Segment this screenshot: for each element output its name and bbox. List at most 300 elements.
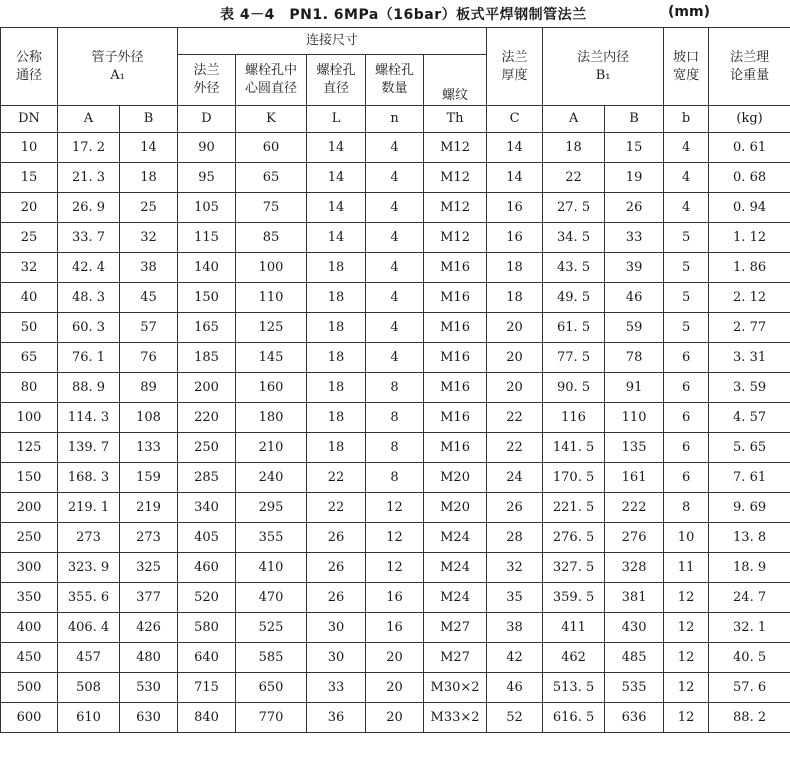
- cell-weight: 1. 86: [709, 253, 790, 283]
- cell-flange-od: 840: [178, 703, 236, 733]
- cell-weight: 0. 94: [709, 193, 790, 223]
- cell-bore-b: 46: [605, 283, 664, 313]
- cell-thickness: 18: [487, 283, 543, 313]
- cell-bolt-count: 4: [366, 313, 424, 343]
- cell-bolt-count: 8: [366, 463, 424, 493]
- cell-bore-a: 61. 5: [543, 313, 605, 343]
- cell-bevel: 12: [664, 583, 709, 613]
- cell-dn: 125: [1, 433, 58, 463]
- table-row: [1, 343, 790, 373]
- cell-thread: M20: [424, 493, 487, 523]
- cell-bore-b: 15: [605, 133, 664, 163]
- cell-weight: 88. 2: [709, 703, 790, 733]
- code-d: D: [178, 106, 236, 133]
- cell-dn: 25: [1, 223, 58, 253]
- cell-thread: M16: [424, 343, 487, 373]
- cell-flange-od: 150: [178, 283, 236, 313]
- cell-bolt-count: 4: [366, 283, 424, 313]
- cell-flange-od: 340: [178, 493, 236, 523]
- cell-pipe-od-b: 57: [120, 313, 178, 343]
- header-thread: 螺纹: [424, 55, 487, 106]
- cell-bolt-count: 20: [366, 703, 424, 733]
- cell-bore-a: 359. 5: [543, 583, 605, 613]
- cell-pipe-od-b: 108: [120, 403, 178, 433]
- cell-dn: 400: [1, 613, 58, 643]
- code-k: K: [236, 106, 307, 133]
- cell-dn: 200: [1, 493, 58, 523]
- header-bolt-circle: 螺栓孔中 心圆直径: [236, 55, 307, 106]
- cell-weight: 1. 12: [709, 223, 790, 253]
- cell-bolt-circle: 585: [236, 643, 307, 673]
- cell-dn: 450: [1, 643, 58, 673]
- cell-flange-od: 185: [178, 343, 236, 373]
- header-bevel: 坡口 宽度: [664, 28, 709, 106]
- cell-bolt-circle: 145: [236, 343, 307, 373]
- cell-bolt-count: 8: [366, 433, 424, 463]
- cell-bore-b: 161: [605, 463, 664, 493]
- cell-thickness: 14: [487, 163, 543, 193]
- cell-bore-a: 616. 5: [543, 703, 605, 733]
- cell-bore-a: 34. 5: [543, 223, 605, 253]
- cell-bolt-count: 16: [366, 613, 424, 643]
- cell-bore-a: 116: [543, 403, 605, 433]
- cell-bevel: 4: [664, 133, 709, 163]
- cell-bore-b: 59: [605, 313, 664, 343]
- cell-bore-a: 43. 5: [543, 253, 605, 283]
- cell-bolt-hole: 18: [307, 253, 366, 283]
- cell-thickness: 28: [487, 523, 543, 553]
- cell-bevel: 5: [664, 283, 709, 313]
- cell-thickness: 35: [487, 583, 543, 613]
- table-row: [1, 283, 790, 313]
- cell-thickness: 20: [487, 313, 543, 343]
- cell-bore-b: 430: [605, 613, 664, 643]
- cell-pipe-od-b: 325: [120, 553, 178, 583]
- header-bore: 法兰内径 B₁: [543, 28, 664, 106]
- cell-bolt-hole: 30: [307, 613, 366, 643]
- table-row: [1, 433, 790, 463]
- header-row-codes: [1, 106, 790, 133]
- header-flange-od: 法兰 外径: [178, 55, 236, 106]
- cell-thickness: 24: [487, 463, 543, 493]
- cell-bolt-circle: 85: [236, 223, 307, 253]
- code-b2: B: [605, 106, 664, 133]
- header-thickness: 法兰 厚度: [487, 28, 543, 106]
- cell-bolt-hole: 18: [307, 373, 366, 403]
- cell-thickness: 26: [487, 493, 543, 523]
- cell-bevel: 6: [664, 343, 709, 373]
- cell-pipe-od-b: 32: [120, 223, 178, 253]
- cell-bolt-hole: 22: [307, 493, 366, 523]
- cell-bolt-hole: 30: [307, 643, 366, 673]
- cell-weight: 7. 61: [709, 463, 790, 493]
- cell-pipe-od-a: 610: [58, 703, 120, 733]
- cell-pipe-od-a: 21. 3: [58, 163, 120, 193]
- code-c: C: [487, 106, 543, 133]
- cell-pipe-od-a: 355. 6: [58, 583, 120, 613]
- cell-weight: 5. 65: [709, 433, 790, 463]
- table-row: [1, 133, 790, 163]
- code-a: A: [58, 106, 120, 133]
- cell-pipe-od-b: 159: [120, 463, 178, 493]
- table-row: [1, 673, 790, 703]
- cell-pipe-od-a: 323. 9: [58, 553, 120, 583]
- cell-bore-b: 276: [605, 523, 664, 553]
- cell-pipe-od-a: 139. 7: [58, 433, 120, 463]
- cell-weight: 57. 6: [709, 673, 790, 703]
- cell-thread: M27: [424, 613, 487, 643]
- cell-bore-a: 276. 5: [543, 523, 605, 553]
- cell-thread: M16: [424, 253, 487, 283]
- cell-thread: M16: [424, 313, 487, 343]
- table-row: [1, 313, 790, 343]
- cell-pipe-od-a: 219. 1: [58, 493, 120, 523]
- cell-pipe-od-b: 377: [120, 583, 178, 613]
- cell-dn: 65: [1, 343, 58, 373]
- cell-bolt-count: 4: [366, 253, 424, 283]
- cell-bore-b: 222: [605, 493, 664, 523]
- cell-pipe-od-a: 273: [58, 523, 120, 553]
- cell-thickness: 16: [487, 223, 543, 253]
- cell-weight: 9. 69: [709, 493, 790, 523]
- table-row: [1, 523, 790, 553]
- cell-flange-od: 140: [178, 253, 236, 283]
- cell-bolt-hole: 36: [307, 703, 366, 733]
- cell-bolt-hole: 26: [307, 523, 366, 553]
- code-a2: A: [543, 106, 605, 133]
- cell-bevel: 6: [664, 373, 709, 403]
- cell-bevel: 4: [664, 163, 709, 193]
- cell-pipe-od-b: 630: [120, 703, 178, 733]
- cell-pipe-od-a: 26. 9: [58, 193, 120, 223]
- cell-flange-od: 285: [178, 463, 236, 493]
- cell-bore-b: 78: [605, 343, 664, 373]
- cell-bolt-circle: 75: [236, 193, 307, 223]
- cell-dn: 300: [1, 553, 58, 583]
- cell-thread: M24: [424, 583, 487, 613]
- cell-bolt-hole: 26: [307, 583, 366, 613]
- cell-weight: 2. 12: [709, 283, 790, 313]
- cell-flange-od: 520: [178, 583, 236, 613]
- cell-flange-od: 220: [178, 403, 236, 433]
- cell-thread: M12: [424, 193, 487, 223]
- cell-bolt-hole: 14: [307, 133, 366, 163]
- cell-pipe-od-b: 530: [120, 673, 178, 703]
- cell-bolt-count: 20: [366, 643, 424, 673]
- cell-bolt-circle: 65: [236, 163, 307, 193]
- cell-bolt-circle: 180: [236, 403, 307, 433]
- cell-bolt-count: 12: [366, 493, 424, 523]
- cell-bevel: 5: [664, 223, 709, 253]
- code-th: Th: [424, 106, 487, 133]
- cell-thickness: 32: [487, 553, 543, 583]
- cell-thickness: 22: [487, 433, 543, 463]
- cell-dn: 350: [1, 583, 58, 613]
- cell-weight: 32. 1: [709, 613, 790, 643]
- header-bolt-count: 螺栓孔 数量: [366, 55, 424, 106]
- cell-bevel: 12: [664, 673, 709, 703]
- cell-bolt-count: 20: [366, 673, 424, 703]
- cell-weight: 13. 8: [709, 523, 790, 553]
- table-row: [1, 493, 790, 523]
- cell-bore-a: 513. 5: [543, 673, 605, 703]
- cell-weight: 4. 57: [709, 403, 790, 433]
- table-row: [1, 193, 790, 223]
- cell-dn: 100: [1, 403, 58, 433]
- cell-bore-a: 77. 5: [543, 343, 605, 373]
- table-row: [1, 643, 790, 673]
- cell-bolt-circle: 240: [236, 463, 307, 493]
- cell-thread: M16: [424, 373, 487, 403]
- cell-bore-b: 535: [605, 673, 664, 703]
- cell-bore-b: 110: [605, 403, 664, 433]
- cell-bolt-circle: 410: [236, 553, 307, 583]
- cell-thread: M12: [424, 223, 487, 253]
- cell-flange-od: 165: [178, 313, 236, 343]
- cell-bolt-count: 8: [366, 403, 424, 433]
- table-row: [1, 583, 790, 613]
- cell-bolt-circle: 470: [236, 583, 307, 613]
- cell-weight: 24. 7: [709, 583, 790, 613]
- cell-bevel: 10: [664, 523, 709, 553]
- cell-dn: 250: [1, 523, 58, 553]
- cell-thickness: 20: [487, 373, 543, 403]
- cell-dn: 150: [1, 463, 58, 493]
- cell-weight: 3. 31: [709, 343, 790, 373]
- table-row: [1, 373, 790, 403]
- cell-bolt-circle: 160: [236, 373, 307, 403]
- cell-pipe-od-b: 25: [120, 193, 178, 223]
- table-row: [1, 163, 790, 193]
- cell-weight: 18. 9: [709, 553, 790, 583]
- cell-bevel: 5: [664, 313, 709, 343]
- cell-thickness: 14: [487, 133, 543, 163]
- cell-pipe-od-a: 114. 3: [58, 403, 120, 433]
- cell-flange-od: 95: [178, 163, 236, 193]
- title-bar: [0, 0, 790, 26]
- cell-thickness: 20: [487, 343, 543, 373]
- table-row: [1, 703, 790, 733]
- cell-dn: 32: [1, 253, 58, 283]
- cell-bevel: 11: [664, 553, 709, 583]
- cell-flange-od: 460: [178, 553, 236, 583]
- cell-bolt-circle: 210: [236, 433, 307, 463]
- cell-bolt-count: 12: [366, 553, 424, 583]
- cell-bolt-circle: 60: [236, 133, 307, 163]
- cell-bolt-hole: 18: [307, 313, 366, 343]
- table-row: [1, 613, 790, 643]
- table-row: [1, 253, 790, 283]
- cell-bore-a: 462: [543, 643, 605, 673]
- cell-bolt-circle: 125: [236, 313, 307, 343]
- cell-pipe-od-a: 42. 4: [58, 253, 120, 283]
- cell-bolt-count: 16: [366, 583, 424, 613]
- cell-pipe-od-b: 426: [120, 613, 178, 643]
- cell-bolt-count: 4: [366, 193, 424, 223]
- cell-pipe-od-b: 14: [120, 133, 178, 163]
- cell-pipe-od-a: 76. 1: [58, 343, 120, 373]
- cell-thickness: 18: [487, 253, 543, 283]
- cell-weight: 3. 59: [709, 373, 790, 403]
- cell-pipe-od-a: 60. 3: [58, 313, 120, 343]
- cell-weight: 40. 5: [709, 643, 790, 673]
- cell-bolt-circle: 110: [236, 283, 307, 313]
- cell-pipe-od-a: 88. 9: [58, 373, 120, 403]
- cell-pipe-od-a: 17. 2: [58, 133, 120, 163]
- header-dn: 公称 通径: [1, 28, 58, 106]
- cell-thread: M16: [424, 433, 487, 463]
- header-connection: 连接尺寸: [178, 28, 487, 55]
- cell-flange-od: 90: [178, 133, 236, 163]
- cell-thread: M16: [424, 283, 487, 313]
- cell-pipe-od-b: 133: [120, 433, 178, 463]
- cell-bolt-count: 12: [366, 523, 424, 553]
- cell-dn: 600: [1, 703, 58, 733]
- cell-bore-a: 221. 5: [543, 493, 605, 523]
- cell-pipe-od-a: 168. 3: [58, 463, 120, 493]
- cell-bolt-circle: 650: [236, 673, 307, 703]
- cell-dn: 80: [1, 373, 58, 403]
- cell-bore-a: 49. 5: [543, 283, 605, 313]
- cell-thread: M33×2: [424, 703, 487, 733]
- cell-flange-od: 200: [178, 373, 236, 403]
- cell-bore-b: 636: [605, 703, 664, 733]
- header-weight: 法兰理 论重量: [709, 28, 790, 106]
- cell-weight: 0. 61: [709, 133, 790, 163]
- cell-thread: M24: [424, 553, 487, 583]
- header-row-1: [1, 28, 790, 55]
- code-bevel: b: [664, 106, 709, 133]
- flange-table: [0, 27, 790, 733]
- cell-thickness: 46: [487, 673, 543, 703]
- table-title: 表 4－4 PN1. 6MPa（16bar）板式平焊钢制管法兰: [220, 7, 587, 23]
- cell-bevel: 4: [664, 193, 709, 223]
- cell-pipe-od-b: 219: [120, 493, 178, 523]
- code-b: B: [120, 106, 178, 133]
- cell-bevel: 6: [664, 433, 709, 463]
- cell-bore-a: 170. 5: [543, 463, 605, 493]
- cell-bolt-count: 4: [366, 133, 424, 163]
- cell-thickness: 22: [487, 403, 543, 433]
- header-bolt-hole: 螺栓孔 直径: [307, 55, 366, 106]
- cell-bevel: 5: [664, 253, 709, 283]
- cell-bolt-circle: 355: [236, 523, 307, 553]
- cell-bolt-hole: 18: [307, 283, 366, 313]
- cell-bolt-hole: 26: [307, 553, 366, 583]
- cell-flange-od: 715: [178, 673, 236, 703]
- cell-bore-a: 18: [543, 133, 605, 163]
- cell-dn: 20: [1, 193, 58, 223]
- cell-pipe-od-a: 48. 3: [58, 283, 120, 313]
- cell-pipe-od-a: 33. 7: [58, 223, 120, 253]
- cell-pipe-od-b: 38: [120, 253, 178, 283]
- cell-pipe-od-b: 18: [120, 163, 178, 193]
- code-dn: DN: [1, 106, 58, 133]
- cell-thread: M12: [424, 133, 487, 163]
- cell-bore-b: 33: [605, 223, 664, 253]
- table-row: [1, 553, 790, 583]
- cell-bore-a: 27. 5: [543, 193, 605, 223]
- cell-flange-od: 250: [178, 433, 236, 463]
- code-n: n: [366, 106, 424, 133]
- cell-bore-b: 485: [605, 643, 664, 673]
- cell-pipe-od-b: 76: [120, 343, 178, 373]
- cell-pipe-od-a: 406. 4: [58, 613, 120, 643]
- cell-bore-b: 26: [605, 193, 664, 223]
- cell-thickness: 42: [487, 643, 543, 673]
- cell-flange-od: 405: [178, 523, 236, 553]
- cell-thread: M12: [424, 163, 487, 193]
- cell-thickness: 52: [487, 703, 543, 733]
- cell-bore-b: 328: [605, 553, 664, 583]
- cell-dn: 10: [1, 133, 58, 163]
- cell-bolt-hole: 14: [307, 163, 366, 193]
- cell-thread: M20: [424, 463, 487, 493]
- cell-bolt-circle: 100: [236, 253, 307, 283]
- cell-bevel: 12: [664, 613, 709, 643]
- cell-bevel: 12: [664, 643, 709, 673]
- cell-bevel: 6: [664, 463, 709, 493]
- cell-weight: 2. 77: [709, 313, 790, 343]
- cell-bore-b: 91: [605, 373, 664, 403]
- table-row: [1, 223, 790, 253]
- table-unit: (mm): [668, 4, 710, 20]
- cell-thread: M30×2: [424, 673, 487, 703]
- cell-bore-a: 327. 5: [543, 553, 605, 583]
- cell-flange-od: 580: [178, 613, 236, 643]
- cell-bolt-hole: 18: [307, 403, 366, 433]
- code-kg: (kg): [709, 106, 790, 133]
- cell-thread: M27: [424, 643, 487, 673]
- cell-dn: 50: [1, 313, 58, 343]
- cell-bore-b: 381: [605, 583, 664, 613]
- cell-pipe-od-b: 89: [120, 373, 178, 403]
- table-row: [1, 463, 790, 493]
- cell-thread: M16: [424, 403, 487, 433]
- cell-bolt-count: 4: [366, 163, 424, 193]
- cell-bevel: 6: [664, 403, 709, 433]
- table-body: [1, 133, 790, 733]
- cell-pipe-od-a: 457: [58, 643, 120, 673]
- cell-bore-b: 19: [605, 163, 664, 193]
- cell-flange-od: 640: [178, 643, 236, 673]
- header-pipe-od: 管子外径 A₁: [58, 28, 178, 106]
- cell-flange-od: 105: [178, 193, 236, 223]
- cell-bolt-hole: 14: [307, 193, 366, 223]
- cell-bolt-hole: 22: [307, 463, 366, 493]
- cell-bolt-count: 8: [366, 373, 424, 403]
- cell-pipe-od-b: 480: [120, 643, 178, 673]
- cell-bolt-hole: 18: [307, 433, 366, 463]
- cell-bolt-circle: 295: [236, 493, 307, 523]
- cell-bolt-hole: 33: [307, 673, 366, 703]
- cell-dn: 15: [1, 163, 58, 193]
- cell-bore-a: 411: [543, 613, 605, 643]
- cell-pipe-od-a: 508: [58, 673, 120, 703]
- cell-flange-od: 115: [178, 223, 236, 253]
- cell-pipe-od-b: 45: [120, 283, 178, 313]
- cell-bolt-hole: 14: [307, 223, 366, 253]
- cell-bolt-hole: 18: [307, 343, 366, 373]
- cell-dn: 500: [1, 673, 58, 703]
- code-l: L: [307, 106, 366, 133]
- cell-bolt-circle: 770: [236, 703, 307, 733]
- cell-thread: M24: [424, 523, 487, 553]
- cell-bore-a: 141. 5: [543, 433, 605, 463]
- cell-bore-a: 90. 5: [543, 373, 605, 403]
- cell-bore-b: 135: [605, 433, 664, 463]
- cell-bore-a: 22: [543, 163, 605, 193]
